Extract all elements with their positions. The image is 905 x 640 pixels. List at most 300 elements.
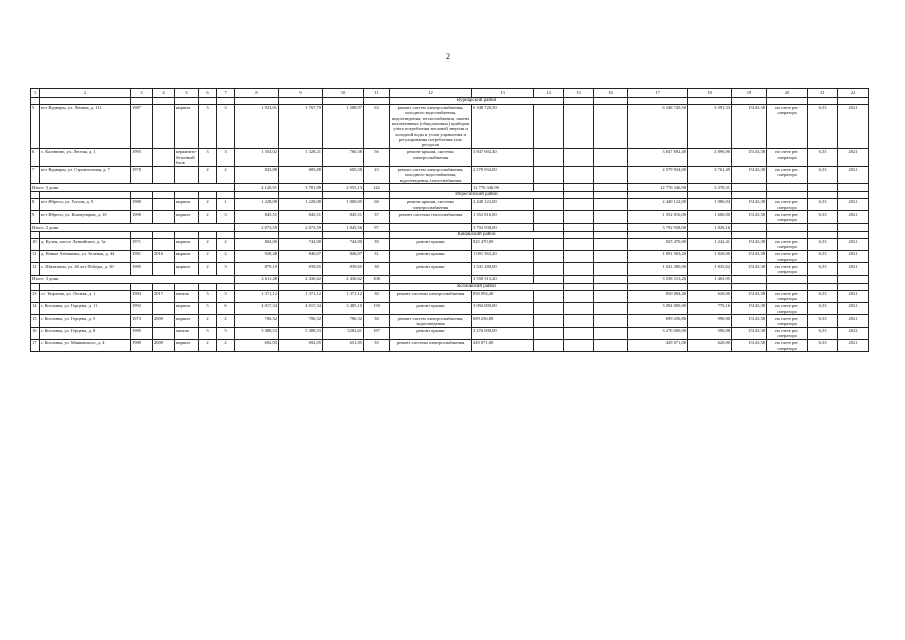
- entrances-cell: 3: [217, 148, 235, 166]
- empty-cell: [534, 184, 564, 192]
- empty-cell: [594, 263, 628, 275]
- total-area-cell: 5 488,53: [235, 327, 279, 339]
- residential-area-cell: 5282,61: [323, 327, 364, 339]
- total-cost-cell: 429 071,00: [472, 340, 534, 352]
- empty-cell: [279, 192, 323, 199]
- empty-cell: [217, 192, 235, 199]
- empty-cell: [594, 192, 628, 199]
- contribution-cell: 6,53: [808, 315, 838, 327]
- year-cell: 2021: [838, 238, 869, 250]
- empty-cell: [564, 275, 594, 283]
- empty-cell: [31, 283, 40, 290]
- owners-funds-cell: 2 579 934,00: [628, 166, 688, 184]
- built-year-cell: 1990: [131, 211, 153, 223]
- reconstruction-year-cell: 2009: [153, 315, 175, 327]
- unit-cost-cell: 620,00: [688, 290, 732, 302]
- empty-cell: [594, 199, 628, 211]
- fund-method-cell: на счете рег. оператора: [767, 315, 808, 327]
- empty-cell: [364, 231, 390, 238]
- work-type-cell: ремонт крыши: [390, 238, 472, 250]
- residential-area-sum: 2 430,62: [323, 275, 364, 283]
- column-number-cell: 15: [564, 89, 594, 98]
- row-number: 9: [31, 211, 40, 223]
- year-cell: 2021: [838, 104, 869, 148]
- empty-cell: [594, 250, 628, 262]
- empty-cell: [688, 283, 732, 290]
- built-year-cell: 1985: [131, 263, 153, 275]
- reconstruction-year-cell: [153, 327, 175, 339]
- premises-area-cell: 706,32: [279, 315, 323, 327]
- empty-cell: [235, 283, 279, 290]
- empty-cell: [279, 97, 323, 104]
- empty-cell: [838, 275, 869, 283]
- address-cell: д. Новые Атнашевы, ул. Зеленая, д. 44: [40, 250, 131, 262]
- total-area-cell: 879,10: [235, 263, 279, 275]
- year-cell: 2021: [838, 148, 869, 166]
- year-cell: 2021: [838, 302, 869, 314]
- reconstruction-year-cell: 2017: [153, 290, 175, 302]
- unit-cost-cell: 620,00: [688, 340, 732, 352]
- contribution-cell: 6,53: [808, 199, 838, 211]
- empty-cell: [534, 275, 564, 283]
- empty-cell: [808, 231, 838, 238]
- table-row: [31, 250, 869, 262]
- max-unit-cost-cell: 15143,38: [732, 166, 767, 184]
- floors-cell: 2: [199, 238, 217, 250]
- work-type-cell: ремонт системы электроснабжения: [390, 340, 472, 352]
- year-cell: 2021: [838, 199, 869, 211]
- empty-cell: [323, 97, 364, 104]
- empty-cell: [131, 231, 153, 238]
- empty-cell: [564, 104, 594, 148]
- year-cell: 2021: [838, 211, 869, 223]
- contribution-cell: 6,53: [808, 104, 838, 148]
- contribution-cell: 6,53: [808, 302, 838, 314]
- wall-material-cell: кирпич: [175, 340, 199, 352]
- unit-cost-cell: 990,00: [688, 315, 732, 327]
- fund-method-cell: на счете рег. оператора: [767, 199, 808, 211]
- table-row: [31, 302, 869, 314]
- empty-cell: [153, 283, 175, 290]
- unit-cost-cell: 1 600,00: [688, 211, 732, 223]
- empty-cell: [534, 199, 564, 211]
- max-unit-cost-cell: 15143,38: [732, 302, 767, 314]
- total-area-cell: 843,88: [235, 166, 279, 184]
- wall-material-cell: кирпич: [175, 250, 199, 262]
- total-cost-cell: 1 352 816,00: [472, 211, 534, 223]
- column-number-cell: 3: [131, 89, 153, 98]
- max-unit-cost-cell: 15143,38: [732, 250, 767, 262]
- premises-area-cell: 845,51: [279, 211, 323, 223]
- reconstruction-year-cell: [153, 148, 175, 166]
- work-type-cell: ремонт систем электроснабжения, холодного водоснабжения, водоотведения, теплоснабжения, замена коллективных (общедомовых) приборов учета потребления тепловой энергии и холодной воды и узлов управления и регулирования потребления этих ресурсов: [390, 104, 472, 148]
- column-number-cell: 11: [364, 89, 390, 98]
- max-unit-cost-cell: 15143,38: [732, 199, 767, 211]
- empty-cell: [732, 231, 767, 238]
- column-number-cell: 9: [279, 89, 323, 98]
- owners-funds-cell: 429 071,00: [628, 340, 688, 352]
- total-area-sum: 2 073,59: [235, 223, 279, 231]
- contribution-cell: 6,53: [808, 263, 838, 275]
- entrances-cell: 1: [217, 199, 235, 211]
- total-area-cell: 804,00: [235, 238, 279, 250]
- empty-cell: [594, 302, 628, 314]
- residential-area-cell: 706,32: [323, 315, 364, 327]
- table-row: [31, 327, 869, 339]
- wall-material-cell: кирпич: [175, 315, 199, 327]
- empty-cell: [534, 104, 564, 148]
- premises-area-cell: 4 017,34: [279, 302, 323, 314]
- year-cell: 2021: [838, 315, 869, 327]
- empty-cell: [628, 283, 688, 290]
- reconstruction-year-cell: [153, 302, 175, 314]
- column-number-cell: 2: [40, 89, 131, 98]
- owners-funds-cell: 2 440 122,00: [628, 199, 688, 211]
- reconstruction-year-cell: [153, 104, 175, 148]
- row-number: 6: [31, 148, 40, 166]
- page-number: 2: [446, 52, 450, 61]
- row-number: 7: [31, 166, 40, 184]
- empty-cell: [390, 184, 472, 192]
- empty-cell: [390, 223, 472, 231]
- contribution-cell: 6,53: [808, 327, 838, 339]
- address-cell: с. Калинино, ул. Лесная, д. 1: [40, 148, 131, 166]
- district-row: [31, 283, 869, 290]
- empty-cell: [31, 231, 40, 238]
- total-label: Итого: 2 дома: [31, 223, 235, 231]
- residential-area-cell: 651,85: [323, 340, 364, 352]
- contribution-cell: 6,53: [808, 148, 838, 166]
- entrances-cell: 2: [217, 166, 235, 184]
- total-area-cell: 1 228,08: [235, 199, 279, 211]
- total-cost-sum: 3 792 938,00: [472, 223, 534, 231]
- empty-cell: [175, 231, 199, 238]
- fund-method-cell: на счете рег. оператора: [767, 238, 808, 250]
- empty-cell: [279, 231, 323, 238]
- empty-cell: [564, 290, 594, 302]
- column-number-cell: 17: [628, 89, 688, 98]
- owners-funds-cell: 1 091 563,20: [628, 250, 688, 262]
- reconstruction-year-cell: [153, 263, 175, 275]
- owners-funds-cell: 925 470,00: [628, 238, 688, 250]
- empty-cell: [564, 199, 594, 211]
- empty-cell: [767, 223, 808, 231]
- unit-cost-cell: 770,16: [688, 302, 732, 314]
- column-number-cell: 10: [323, 89, 364, 98]
- residents-cell: 23: [364, 166, 390, 184]
- residents-cell: 60: [364, 199, 390, 211]
- fund-method-cell: на счете рег. оператора: [767, 166, 808, 184]
- row-number: 8: [31, 199, 40, 211]
- empty-cell: [175, 192, 199, 199]
- address-cell: г. Козловка, ул. Герцена, д. 11: [40, 302, 131, 314]
- entrances-cell: 3: [217, 263, 235, 275]
- unit-cost-avg: 1 829,16: [688, 223, 732, 231]
- fund-method-cell: на счете рег. оператора: [767, 263, 808, 275]
- district-row: [31, 192, 869, 199]
- year-cell: 2021: [838, 290, 869, 302]
- unit-cost-cell: 1 835,62: [688, 263, 732, 275]
- address-cell: г. Козловка, ул. Маяковского, д. 4: [40, 340, 131, 352]
- column-number-cell: 13: [472, 89, 534, 98]
- unit-cost-cell: 2 896,90: [688, 148, 732, 166]
- total-area-cell: 1 354,02: [235, 148, 279, 166]
- owners-funds-cell: 6 348 720,50: [628, 104, 688, 148]
- built-year-cell: 1987: [131, 104, 153, 148]
- table-row: [31, 238, 869, 250]
- built-year-cell: 1984: [131, 290, 153, 302]
- column-number-row: [31, 89, 869, 98]
- empty-cell: [364, 283, 390, 290]
- empty-cell: [594, 223, 628, 231]
- empty-cell: [534, 211, 564, 223]
- owners-funds-cell: 1 541 280,00: [628, 263, 688, 275]
- empty-cell: [564, 302, 594, 314]
- fund-method-cell: на счете рег. оператора: [767, 148, 808, 166]
- work-type-cell: ремонт крыши, системы электроснабжения: [390, 148, 472, 166]
- residents-cell: 35: [364, 340, 390, 352]
- column-number-cell: 7: [217, 89, 235, 98]
- empty-cell: [534, 315, 564, 327]
- wall-material-cell: [175, 166, 199, 184]
- max-unit-cost-cell: 15143,38: [732, 290, 767, 302]
- address-cell: ст. Тюрлема, ул. Лесная, д. 1: [40, 290, 131, 302]
- residential-area-cell: 760,38: [323, 148, 364, 166]
- table-row: [31, 211, 869, 223]
- unit-cost-avg: 3 378,31: [688, 184, 732, 192]
- work-type-cell: ремонт системы электроснабжения: [390, 290, 472, 302]
- empty-cell: [131, 97, 153, 104]
- empty-cell: [594, 315, 628, 327]
- empty-cell: [564, 166, 594, 184]
- table-row: [31, 166, 869, 184]
- residential-area-cell: 846,07: [323, 250, 364, 262]
- empty-cell: [594, 290, 628, 302]
- fund-method-cell: на счете рег. оператора: [767, 104, 808, 148]
- table-row: [31, 263, 869, 275]
- max-unit-cost-cell: 15143,38: [732, 263, 767, 275]
- premises-area-sum: 3 781,88: [279, 184, 323, 192]
- contribution-cell: 6,53: [808, 250, 838, 262]
- residents-cell: 37: [364, 211, 390, 223]
- column-number-cell: 6: [199, 89, 217, 98]
- empty-cell: [199, 192, 217, 199]
- residential-area-cell: 839,65: [323, 263, 364, 275]
- residents-cell: 30: [364, 315, 390, 327]
- address-cell: г. Козловка, ул. Герцена, д. 5: [40, 315, 131, 327]
- row-number: 12: [31, 263, 40, 275]
- year-cell: 2022: [838, 327, 869, 339]
- premises-area-cell: 839,65: [279, 263, 323, 275]
- residents-cell: 187: [364, 327, 390, 339]
- reconstruction-year-cell: [153, 211, 175, 223]
- unit-cost-cell: 1 242,41: [688, 238, 732, 250]
- work-type-cell: ремонт систем электроснабжения, водоотведения: [390, 315, 472, 327]
- district-row: [31, 97, 869, 104]
- address-cell: пгт Ибреси, ул. Гоголя, д. 9: [40, 199, 131, 211]
- residents-cell: 31: [364, 250, 390, 262]
- contribution-cell: 6,53: [808, 166, 838, 184]
- empty-cell: [564, 263, 594, 275]
- empty-cell: [564, 184, 594, 192]
- built-year-cell: 1989: [131, 340, 153, 352]
- empty-cell: [564, 223, 594, 231]
- empty-cell: [323, 231, 364, 238]
- column-number-cell: 18: [688, 89, 732, 98]
- empty-cell: [767, 275, 808, 283]
- empty-cell: [199, 231, 217, 238]
- empty-cell: [217, 283, 235, 290]
- max-unit-cost-cell: 15143,38: [732, 340, 767, 352]
- residents-cell: 38: [364, 263, 390, 275]
- wall-material-cell: панель: [175, 327, 199, 339]
- year-cell: 2021: [838, 340, 869, 352]
- empty-cell: [217, 97, 235, 104]
- empty-cell: [594, 104, 628, 148]
- empty-cell: [564, 340, 594, 352]
- address-cell: г. Козловка, ул. Герцена, д. 8: [40, 327, 131, 339]
- row-number: 13: [31, 290, 40, 302]
- total-cost-cell: 2 579 934,00: [472, 166, 534, 184]
- total-label: Итого: 3 дома: [31, 275, 235, 283]
- empty-cell: [199, 97, 217, 104]
- owners-funds-sum: 3 558 313,20: [628, 275, 688, 283]
- district-total-row: [31, 275, 869, 283]
- premises-area-sum: 2 073,59: [279, 223, 323, 231]
- residents-sum: 108: [364, 275, 390, 283]
- premises-area-cell: 5 488,53: [279, 327, 323, 339]
- entrances-cell: 2: [217, 315, 235, 327]
- empty-cell: [153, 192, 175, 199]
- column-number-cell: 8: [235, 89, 279, 98]
- empty-cell: [153, 231, 175, 238]
- empty-cell: [199, 283, 217, 290]
- max-unit-cost-cell: 15143,38: [732, 104, 767, 148]
- empty-cell: [364, 192, 390, 199]
- empty-cell: [808, 184, 838, 192]
- column-number-cell: 16: [594, 89, 628, 98]
- empty-cell: [534, 148, 564, 166]
- wall-material-cell: кирпич: [175, 302, 199, 314]
- empty-cell: [594, 166, 628, 184]
- table-row: [31, 104, 869, 148]
- empty-cell: [564, 211, 594, 223]
- empty-cell: [594, 327, 628, 339]
- row-number: 15: [31, 315, 40, 327]
- empty-cell: [767, 192, 808, 199]
- unit-cost-cell: 3 591,33: [688, 104, 732, 148]
- empty-cell: [628, 97, 688, 104]
- empty-cell: [688, 231, 732, 238]
- empty-cell: [808, 192, 838, 199]
- work-type-cell: ремонт крыши: [390, 250, 472, 262]
- premises-area-cell: 692,05: [279, 340, 323, 352]
- empty-cell: [31, 97, 40, 104]
- entrances-cell: 3: [217, 290, 235, 302]
- contribution-cell: 6,53: [808, 290, 838, 302]
- column-number-cell: 1: [31, 89, 40, 98]
- built-year-cell: 1971: [131, 238, 153, 250]
- owners-funds-cell: 3 094 000,00: [628, 302, 688, 314]
- empty-cell: [594, 211, 628, 223]
- unit-cost-cell: 3 761,49: [688, 166, 732, 184]
- entrances-cell: 2: [217, 340, 235, 352]
- contribution-cell: 6,53: [808, 238, 838, 250]
- empty-cell: [767, 231, 808, 238]
- empty-cell: [534, 223, 564, 231]
- row-number: 14: [31, 302, 40, 314]
- empty-cell: [838, 184, 869, 192]
- empty-cell: [732, 184, 767, 192]
- empty-cell: [594, 184, 628, 192]
- address-cell: с. Шихазаны, ул. 40 лет Победы, д. 30: [40, 263, 131, 275]
- district-name: Козловский район: [390, 283, 564, 290]
- column-number-cell: 22: [838, 89, 869, 98]
- residential-area-cell: 3 485,10: [323, 302, 364, 314]
- empty-cell: [564, 231, 594, 238]
- empty-cell: [808, 283, 838, 290]
- entrances-cell: 5: [217, 327, 235, 339]
- wall-material-cell: керамзито-бетонный блок: [176, 149, 198, 165]
- table-row: [31, 148, 869, 166]
- year-cell: 2021: [838, 263, 869, 275]
- fund-method-cell: на счете рег. оператора: [767, 340, 808, 352]
- residential-area-cell: 744,90: [323, 238, 364, 250]
- housing-repair-register-table: [30, 88, 869, 352]
- total-area-sum: 2 611,48: [235, 275, 279, 283]
- residential-area-cell: 605,58: [323, 166, 364, 184]
- premises-area-cell: 1 328,21: [279, 148, 323, 166]
- column-number-cell: 21: [808, 89, 838, 98]
- total-cost-cell: 2 440 122,00: [472, 199, 534, 211]
- empty-cell: [808, 223, 838, 231]
- wall-material-cell: кирпич: [175, 211, 199, 223]
- fund-method-cell: на счете рег. оператора: [767, 290, 808, 302]
- empty-cell: [838, 97, 869, 104]
- row-number: 16: [31, 327, 40, 339]
- empty-cell: [40, 97, 131, 104]
- empty-cell: [732, 223, 767, 231]
- residents-sum: 142: [364, 184, 390, 192]
- work-type-cell: ремонт систем электроснабжения, холодного водоснабжения, водоотведения, теплоснабжения: [390, 166, 472, 184]
- empty-cell: [390, 275, 472, 283]
- total-cost-cell: 3 847 692,40: [472, 148, 534, 166]
- address-cell: пгт Вурнары, ул. Строительная, д. 7: [40, 166, 131, 184]
- unit-cost-cell: 1 820,00: [688, 250, 732, 262]
- address-cell: пгт Ибреси, ул. Коммунаров, д. 10: [40, 211, 131, 223]
- max-unit-cost-cell: 15143,38: [732, 238, 767, 250]
- empty-cell: [594, 231, 628, 238]
- floors-cell: 2: [199, 211, 217, 223]
- empty-cell: [732, 97, 767, 104]
- district-name: Ибресинский район: [390, 192, 564, 199]
- empty-cell: [235, 231, 279, 238]
- total-label: Итого: 3 дома: [31, 184, 235, 192]
- wall-material-cell: кирпич: [175, 199, 199, 211]
- empty-cell: [732, 275, 767, 283]
- address-cell: пгт Вурнары, ул. Ленина, д. 111: [40, 104, 131, 148]
- entrances-cell: 6: [217, 302, 235, 314]
- empty-cell: [808, 97, 838, 104]
- empty-cell: [175, 283, 199, 290]
- built-year-cell: 1973: [131, 315, 153, 327]
- empty-cell: [323, 283, 364, 290]
- owners-funds-sum: 3 792 938,00: [628, 223, 688, 231]
- fund-method-cell: на счете рег. оператора: [767, 250, 808, 262]
- reconstruction-year-cell: 2009: [153, 340, 175, 352]
- empty-cell: [594, 340, 628, 352]
- work-type-cell: ремонт крыши: [390, 302, 472, 314]
